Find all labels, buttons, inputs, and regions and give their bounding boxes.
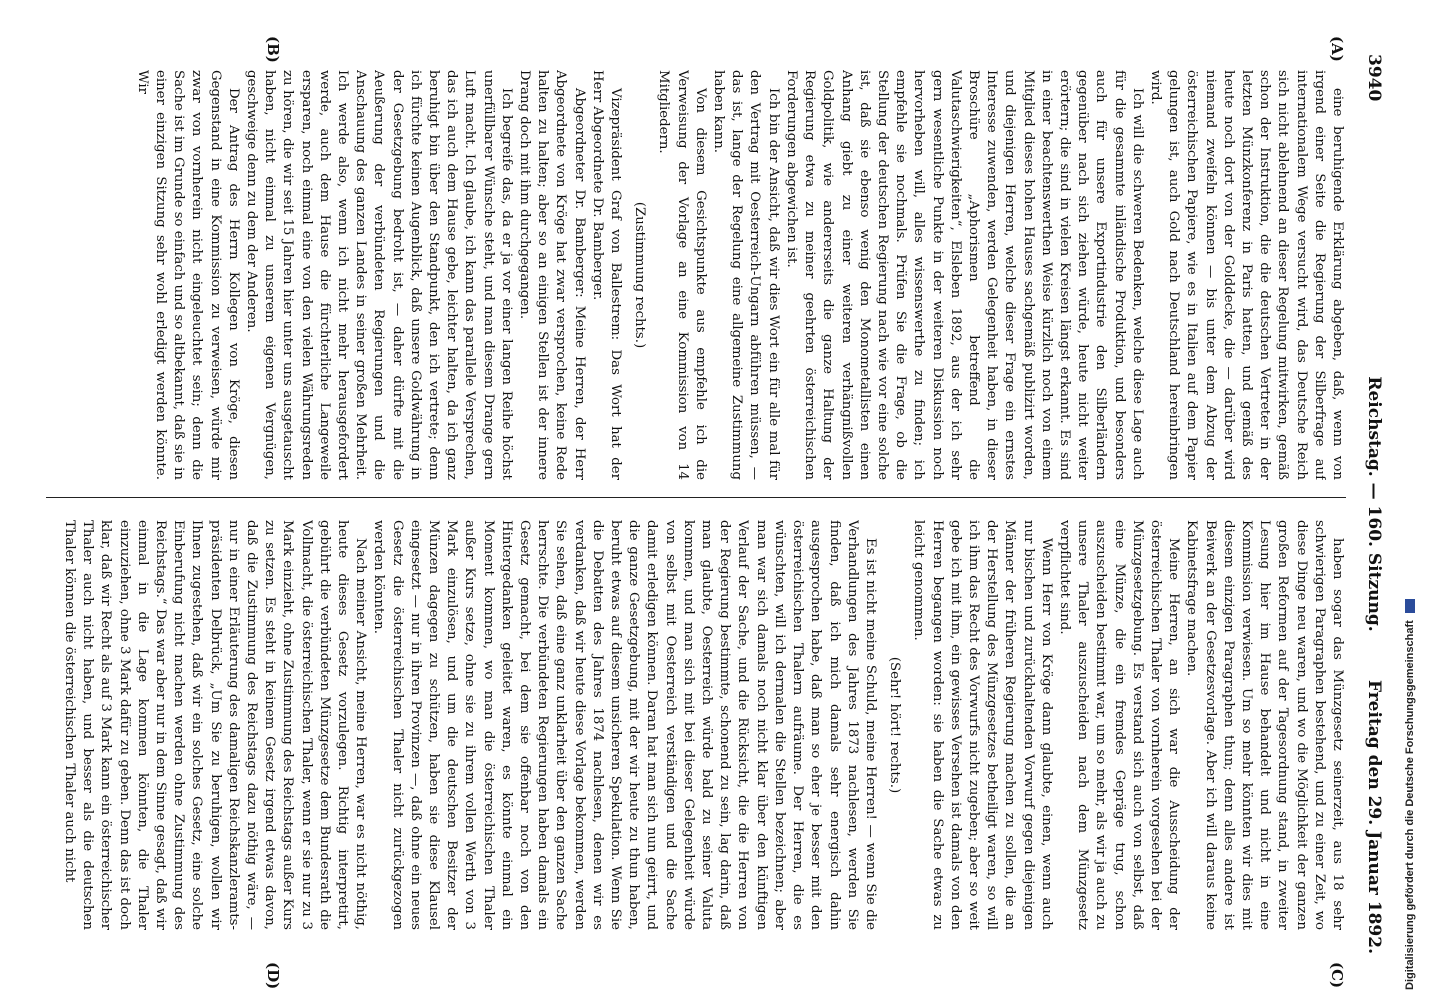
left-column: [46, 70, 1346, 480]
paragraph: Es ist nicht meine Schuld, meine Herren! — wenn Sie die Verhandlungen des Jahres 1873 nachlesen, werden Sie finden, daß ich mich damals sehr energisch dahin ausgesprochen habe, daß man so eher je besser mit den österreichischen Thalern aufräume. Der Herren, die es wünschten, will ich dermalen die Stellen bezeichnen; aber man war sich damals noch nicht klar über den künftigen Verlauf der Sache, und die Rücksicht, die die Herren von der Regierung bestimmte, schonend zu sein, lag darin, daß man glaubte, Oesterreich würde bald zu seiner Valuta kommen, und man sich mit bei dieser Gelegenheit würde von selbst mit Oesterreich verständigen und die Sache damit erledigen können. Daran hat man sich nun geirrt, und die ganze Gesetzgebung, mit der wir heute zu thun haben, beruht etwas auf diesem unsicheren Spekulation. Wenn Sie die Debatten des Jahres 1874 nachlesen, denen wir es verdanken, daß wir heute diese Vorlage bekommen, werden Sie sehen, daß eine ganz unklarheit über den ganzen Sache herrschte. Die verbündeten Regierungen haben damals ein Gesetz gemacht, bei dem sie offenbar noch von den Hintergedanken geleitet waren, es könnte einmal ein Moment kommen, wo man die österreichischen Thaler außer Kurs setze, ohne sie zu ihrem vollen Werth von 3 Mark einzulösen, und um die deutschen Besitzer der Münzen dagegen zu schützen, haben sie diese Klausel eingesetzt — nur in ihren Provinzen —, daß ohne ein neues Gesetz die österreichischen Thaler nicht zurückgezogen werden könnten.: [371, 520, 878, 930]
column-divider: [46, 497, 1346, 498]
digitization-credit: [1404, 560, 1420, 990]
paragraph: Abgeordneter Dr. Bamberger: Meine Herren, der Herr Abgeordnete von Kröge hat zwar versprochen, keine Rede halten zu halten; aber so an einigen Stellen ist der innere Drang doch mit ihm durchgegangen.: [517, 70, 587, 480]
session-date: Freitag den 29. Januar 1892.: [1364, 679, 1384, 954]
applause-note: (Sehr! hört! rechts.): [887, 656, 903, 794]
page-header: [1354, 54, 1384, 954]
margin-mark-c: (C): [1328, 962, 1346, 989]
paragraph: Meine Herren, an sich war die Ausscheidung der österreichischen Thaler von vornherein vorgesehen bei der Münzgesetzgebung. Es verstand sich auch von selbst, daß eine Münze, die ein fremdes Gepräge trug, schon auszuscheiden bestimmt war, um so mehr, als wir ja auch zu unsere Thaler auszuscheiden nach dem Münzgesetz verpflichtet sind.: [1056, 520, 1182, 930]
right-column: [46, 520, 1346, 930]
margin-mark-b: (B): [264, 36, 282, 63]
dfg-logo-icon: [1405, 599, 1415, 613]
credit-text: Digitalisierung gefördert durch die Deutsche Forschungsgemeinschaft: [1404, 620, 1416, 990]
paragraph: Ich will die schweren Bedenken, welche diese Lage auch für die gesammte inländische Produktion, und besonders auch für unsere Exportindustrie den Silberländern gegenüber nach sich ziehen würde, heute nicht weiter erörtern; die sind in vielen Kreisen längst erkannt. Es sind in einer beachtenswerthen Weise kürzlich noch von einem Mitglied dieses hohen Hauses sachgemäß publizirt worden, und diejenigen Herren, welche dieser Frage ein ernstes Interesse zuwenden, werden Gelegenheit haben, in dieser Broschüre „Aphorismen betreffend die Valutaschwierigkeiten“, Elsleben 1892, aus der ich sehr gern wesentliche Punkte in der weiteren Diskussion noch hervorheben will, alles wissenswerthe zu finden; ich empfehle sie nochmals. Prüfen Sie die Frage, ob die Stellung der deutschen Regierung nach wie vor eine solche ist, daß sie ebenso wenig den Monometallisten einen Anhang giebt zu einer weiteren verhängnißvollen Goldpolitik, wie andererseits die ganze Haltung der Regierung etwa zu meiner geehrten österreichischen Forderungen abgewichen ist.: [783, 70, 1145, 480]
paragraph: eine beruhigende Erklärung abgeben, daß, wenn von irgend einer Seite die Regierung der Silberfrage auf internationalem Wege versucht wird, das Deutsche Reich sich nicht ablehnend an dieser Regelung mitwirken, gemäß schon der Instruktion, die die deutschen Vertreter in der letzten Münzkonferenz in Paris hatten, und gemäß des heute noch dort von der Golddecke, die — darüber wird niemand zweifeln können — bis unter dem Abzug der österreichischen Papiere, wie es in Italien auf dem Papier gelungen ist, auch Gold nach Deutschland hereinbringen wird.: [1147, 70, 1345, 480]
paragraph: Von diesem Gesichtspunkte aus empfehle ich die Verweisung der Vorlage an eine Kommission von 14 Mitgliedern.: [656, 70, 708, 480]
paragraph: Ich begreife das, da er ja vor einer langen Reihe höchst unerfüllbarer Wünsche steht, und man diesem Drange gern Luft macht. Ich glaube, ich kann das parallele Versprechen, das ich auch dem Hause gebe, leichter halten, da ich ganz beruhigt bin über den Standpunkt, den ich vertrete; denn ich fürchte keinen Augenblick, daß unsere Goldwährung in der Gesetzgebung bedroht ist, — daher dürfte mit die Aeußerung der verbündeten Regierungen und die Anschauung des ganzen Landes in seiner großen Mehrheit. Ich werde also, wenn ich nicht mehr herausgefordert werde, auch dem Hause die fürchterliche Langeweile ersparen, noch einmal eine von den vielen Währungsreden zu hören, die wir seit 15 Jahren hier unter uns ausgetauscht haben, nicht einmal zu unserem eigenen Vergnügen, geschweige denn zu dem der Anderen.: [244, 70, 514, 480]
page-number: 3940: [1364, 54, 1384, 102]
margin-mark-a: (A): [1328, 36, 1346, 62]
applause-note: (Zustimmung rechts.): [632, 201, 648, 349]
paragraph: Wenn Herr von Kröge dann glaubte, einen, wenn auch nur bischen und zurückhaltenden Vorwurf gegen diejenigen Männer der früheren Regierung machen zu sollen, die an der Herstellung des Münzgesetzes betheiligt waren, so will ich ihm das Recht des Vorwurfs nicht zugeben; aber so weit gebe ich mit ihm, ein gewisses Versehen ist damals von den Herren begangen worden: sie haben die Sache etwas zu leicht genommen.: [911, 520, 1054, 930]
speaker-intro: Vizepräsident Graf von Ballestrem: Das Wort hat der Herr Abgeordnete Dr. Bamberger.: [589, 70, 624, 480]
margin-mark-d: (D): [264, 962, 282, 990]
paragraph: Ich bin der Ansicht, daß wir dies Wort ein für alle mal für den Vertrag mit Oesterreich-Ungarn abführen müssen, — das ist, lange der Regelung eine allgemeine Zustimmung haben kann.: [711, 70, 781, 480]
session-title: Reichstag. — 160. Sitzung.: [1364, 376, 1384, 632]
paragraph: Der Antrag des Herrn Kollegen von Kröge, diesen Gegenstand in eine Kommission zu verweisen, würde mir zwar von vornherein nicht eingeleuchtet sein; denn die Sache ist im Grunde so einfach und so altbekannt, daß sie in einer einzigen Sitzung sehr wohl erledigt werden könnte. Wir: [134, 70, 241, 480]
paragraph: Nach meiner Ansicht, meine Herren, war es nicht nöthig, heute dieses Gesetz vorzulegen. Richtig interpretirt, gebührt die verbündeten Münzgesetze dem Bundesrath die Vollmacht, die österreichischen Thaler, wenn er sie nur zu 3 Mark einzieht, ohne Zustimmung des Reichstags außer Kurs zu setzen. Es steht in keinem Gesetz irgend etwas davon, daß die Zustimmung des Reichstags dazu nöthig wäre, — nur in einer Erläuterung des damaligen Reichskanzleramts-präsidenten Delbrück, „Um Sie zu beruhigen, wollen wir Ihnen zugestehen, daß wir ein solches Gesetz, eine solche Einberufung nicht machen werden ohne Zustimmung des Reichstags.“ Das war aber nur in dem Sinne gesagt, daß wir einmal in die Lage kommen könnten, die Thaler einzuziehen, ohne 3 Mark dafür zu geben. Denn das ist doch klar, daß wir Recht als auf 3 Mark kann ein österreichischer Thaler auch nicht haben, und besser als die deutschen Thaler können die österreichischen Thaler auch nicht: [61, 520, 369, 930]
paragraph: haben sogar das Münzgesetz seinerzeit, aus 18 sehr schwierigen Paragraphen bestehend, und zu einer Zeit, wo diese Dinge neu waren, und wo die Möglichkeit der ganzen großen Reformen auf der Tagesordnung stand, in zweiter Lesung hier im Hause behandelt und nicht in eine Kommission verwiesen. Um so mehr könnten wir dies mit diesem einzigen Paragraphen thun; denn alles andere ist Beiwerk an der Gesetzesvorlage. Aber ich will daraus keine Kabinetsfrage machen.: [1184, 520, 1345, 930]
